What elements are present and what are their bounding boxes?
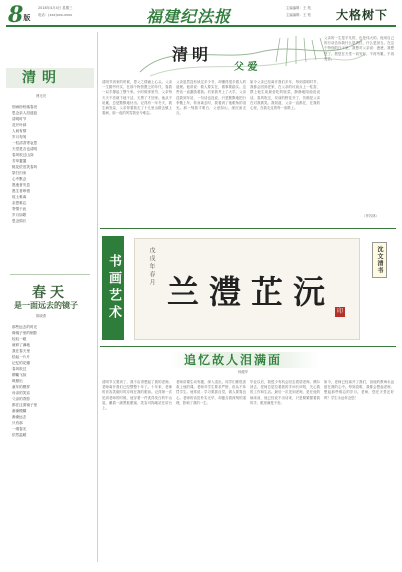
poem-line: 思念绵长 [12,219,27,223]
art-section-label: 书画艺术 [102,236,124,340]
poem-line: 天堂是否也清明 [12,147,38,151]
essay-title-part1: 清 [172,45,193,64]
essay-subtitle: 父 爱 [234,62,258,73]
poem-spring-subtitle: 是一面远去的镜子 [14,300,78,310]
art-bottom-rule [100,346,396,347]
contact-line: 电话：(xxx)xxx-xxxx [38,13,73,17]
poem-line: 岁月匆匆 [12,135,27,139]
poem-line: 渐渐模糊 [12,409,27,413]
poem-line: 拾起一片片 [12,355,30,359]
date-line: 2018年4月4日 星期三 [38,6,73,10]
poem-line: 心中默念 [12,177,27,181]
seal-stamp: 印 [336,308,343,315]
essay-teacher-col1: 清明节又要到了，我不由得想起了我的老师。老师离开我们已经整整十年了。十年来，老师的音容笑貌时时浮现在我的眼前。记得第一次见到老师的时候，他穿着一件洗得发白的中山装，戴着一副黑框眼镜，笑容可掬地站在讲台上。 [102,380,172,411]
page-number: 8版 [8,2,31,28]
poem-line: 映照出 [12,379,23,383]
poem-line: 春风吹过山岗 [12,153,34,157]
poem-line: 人间有情 [12,129,27,133]
poem-line: 春风吹过 [12,367,27,371]
poem-line: 我在春天里 [12,349,30,353]
essay-title-part2: 明 [192,45,213,64]
poem-line: 父亲的背影 [12,397,30,401]
poem-line: 像镜子里的倒影 [12,331,38,335]
essay-qingming-col3: 如今父亲已经离开我们多年，每到清明时节，我都会回到老家，在父亲的坟前点上一柱香，摆上他生前最爱吃的饭菜，静静地陪他说说话。春风吹过，坟前的野花开了，仿佛是父亲在对我微笑。我知道，父亲一直都在，在我的心里，在我走过的每一条路上。 [250,80,320,111]
essay-qingming [100,30,396,226]
poem-qingming [6,30,94,270]
page-header [0,0,402,30]
poem-line: 母亲的笑容 [12,391,30,395]
poem-line: 芳草萋萋 [12,159,27,163]
section-title: 大格树下 [336,8,389,22]
paper-name: 福建纪法报 [146,7,232,26]
poem-line: 轻轻一碰 [12,337,27,341]
poem-line: 就碎了满地 [12,343,30,347]
proof-line: 主编编辑：王 苑 [286,13,311,17]
poem-line: 思念亲人泪涟涟 [12,111,38,115]
poem-qingming-body [12,104,90,224]
poem-line: 故土难离 [12,195,27,199]
essay-teacher-col2: 老师讲课生动有趣，深入浅出，同学们都很喜欢上他的课。老师对学生要求严格，但从不体罚学生。他常说：学习要靠自觉，做人要靠良心。老师的话语朴实无华，却蕴含着深刻的道理，影响了我的一生。 [176,380,246,405]
essay-teacher-author: 杨健华 [238,370,249,374]
editor-line: 主编编辑：王 苑 [286,6,311,10]
poem-line: 寄情于此 [12,207,27,211]
poem-line: 依然温暖 [12,433,27,437]
poem-line: 柳絮飞扬 [12,373,27,377]
poem-spring-title: 春天 [32,285,68,301]
art-inscription: 沈文清书 [372,242,387,278]
essay-title [172,42,212,65]
page-suffix: 版 [23,13,31,22]
poem-line: 愿逝者安息 [12,183,30,187]
poem-line: 一缕春光 [12,427,27,431]
calligraphy-main-text: 兰澧芷沅 [167,273,336,311]
poem-qingming-author: 傅光亮 [36,94,47,98]
poem-line: 一柱清香寄哀思 [12,141,38,145]
art-section [100,232,396,344]
poem-line: 岁月如歌 [12,213,27,217]
essay-teacher-col3: 毕业以后，我很少有机会回去看望老师。偶尔回去，老师总是拉着我的手问长问短，关心我的工作和生活。最后一次见到老师，是在他的病床前，他已经说不出话来，只是紧紧握着我的手，眼里满是不舍。 [250,380,320,405]
left-column [6,30,94,566]
poem-line: 愿生者珍惜 [12,189,30,193]
essay-teacher-title: 追忆故人泪满面 [184,353,283,367]
essay-qingming-col2: 父亲虽然没有读过多少书，却懂得很多做人的道理。他常说：做人要实在，做事要踏实。这些话一直激励着我。后来我考上了大学，父亲送我到车站，一句话也没说，只是默默地把行李搬上车，转身离去时，我看到了他眼角的泪光。那一刻我才明白，父爱如山，深沉而无言。 [176,80,246,116]
essay-qingming-col4: 父亲的一生是平凡的，也是伟大的。他用自己的行动告诉我什么是责任，什么是担当。在这个特别的日子里，我想对父亲说：爸爸，我想您了。愿您在天堂一切安好，不再劳累，不再受苦。 [324,36,394,61]
left-divider [10,274,90,275]
essay-bottom-rule [100,228,396,229]
essay-teacher-col4: 如今，老师已经离开了我们，但他的教诲永远留在我的心中。每到清明，我都会想起老师，想起那些难忘的岁月。老师，您在天堂还好吗？学生永远怀念您！ [324,380,394,400]
poem-line: 渐渐远去 [12,415,27,419]
poem-spring [6,282,94,566]
poem-line: 那些远去的时光 [12,325,38,329]
essay-signature: （李苏林） [362,214,379,218]
poem-line: 祭扫归来 [12,171,27,175]
poem-line: 细雨纷纷落春田 [12,105,38,109]
calligraphy-side-text: 戊戌年春月 [148,247,155,287]
poem-line: 清明时节 [12,117,27,121]
poem-line: 亲恩难忘 [12,201,27,205]
poem-spring-body [12,324,90,438]
column-separator [97,32,98,562]
poem-line: 都在这面镜子里 [12,403,38,407]
essay-teacher [100,350,396,566]
poem-line: 花开叶绿 [12,123,27,127]
poem-qingming-title: 清明 [22,70,62,86]
poem-line: 童年的模样 [12,385,30,389]
poem-spring-author: 陈晓燕 [36,314,47,318]
header-rule [6,25,396,27]
poem-line: 桃花依旧笑春风 [12,165,38,169]
calligraphy-artwork [134,238,360,340]
essay-qingming-col1: 清明节到来的时候，思父之情涌上心头。父亲一生勤劳朴实，在那个物资匮乏的年代，靠着一双手撑起了整个家。小时候家里穷，父亲每天天不亮就下地干活，天黑了才回家。他从不说累，总是默默地付出。记得有一年冬天，我生病发烧，父亲背着我走了十几里山路去镇上看病，那一夜的风雪我至今难忘。 [102,80,172,116]
poem-line: 记忆的花瓣 [12,361,30,365]
poem-line: 只有那 [12,421,23,425]
